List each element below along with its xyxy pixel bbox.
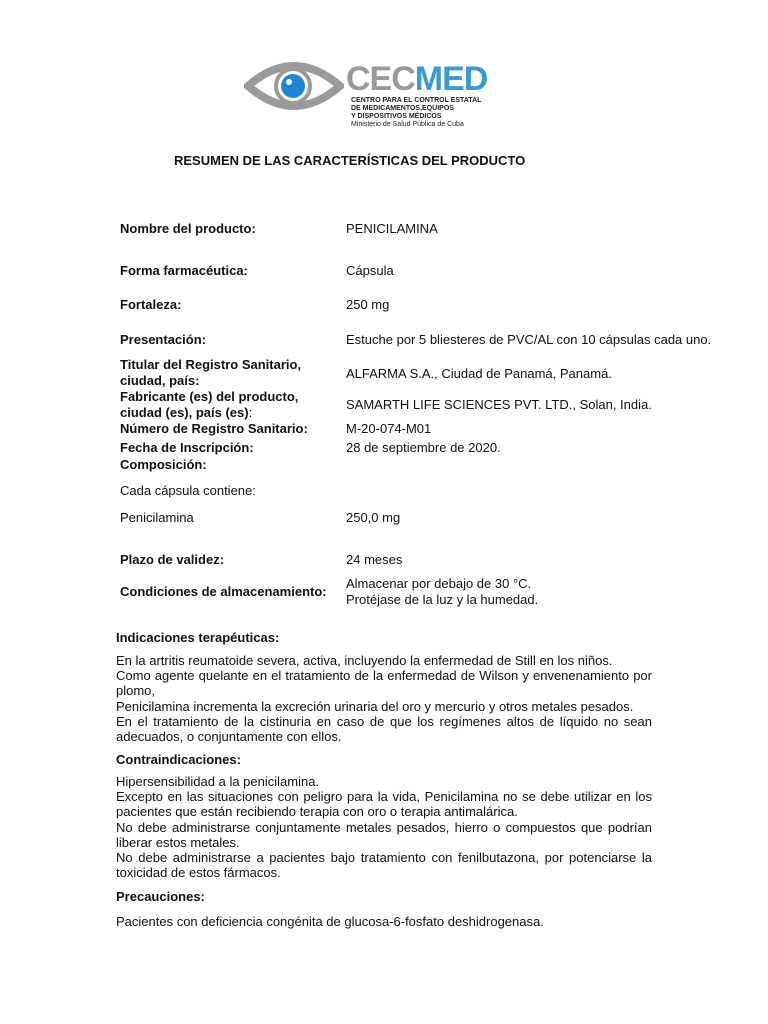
eye-icon	[244, 56, 344, 126]
precauciones-text: Pacientes con deficiencia congénita de glucosa-6-fosfato deshidrogenasa.	[116, 914, 544, 929]
document-title: RESUMEN DE LAS CARACTERÍSTICAS DEL PRODUCTO	[174, 153, 526, 168]
contraindicaciones-text: Hipersensibilidad a la penicilamina. Excepto en las situaciones con peligro para la vida, Penicilamina no se debe utilizar en los pacientes que están recibiendo terapia con oro o terapia antimalárica. No debe administrarse conjuntamente metales pesados, hierro o compuestos que podrían liberar estos metales. No debe administrarse a pacientes bajo tratamiento con fenilbutazona, por potenciarse la toxicidad de estos fármacos.	[116, 774, 652, 881]
cada-capsula-text: Cada cápsula contiene:	[120, 483, 256, 498]
heading-indicaciones: Indicaciones terapéuticas:	[116, 630, 280, 645]
ingredient-name: Penicilamina	[120, 510, 194, 525]
value-plazo: 24 meses	[346, 552, 403, 567]
value-fecha: 28 de septiembre de 2020.	[346, 440, 501, 455]
label-fortaleza: Fortaleza:	[120, 297, 182, 312]
ingredient-amount: 250,0 mg	[346, 510, 401, 525]
heading-contraindicaciones: Contraindicaciones:	[116, 752, 241, 767]
label-composicion: Composición:	[120, 457, 207, 472]
label-registro: Número de Registro Sanitario:	[120, 421, 308, 436]
value-presentacion: Estuche por 5 bliesteres de PVC/AL con 10 cápsulas cada uno.	[346, 332, 712, 347]
value-registro: M-20-074-M01	[346, 421, 432, 436]
label-forma: Forma farmacéutica:	[120, 263, 248, 278]
label-titular: Titular del Registro Sanitario, ciudad, país:	[120, 357, 302, 388]
logo-wordmark: CECMED	[346, 60, 488, 98]
label-nombre: Nombre del producto:	[120, 221, 256, 236]
logo-subtitle: CENTRO PARA EL CONTROL ESTATAL DE MEDICAMENTOS,EQUIPOS Y DISPOSITIVOS MÉDICOS Ministerio de Salud Pública de Cuba	[351, 97, 482, 128]
label-fecha: Fecha de Inscripción:	[120, 440, 254, 455]
value-condiciones: Almacenar por debajo de 30 °C. Protéjase de la luz y la humedad.	[346, 576, 539, 607]
label-condiciones: Condiciones de almacenamiento:	[120, 584, 327, 599]
indicaciones-text: En la artritis reumatoide severa, activa, incluyendo la enfermedad de Still en los niños. Como agente quelante en el tratamiento de la enfermedad de Wilson y envenenamiento por plomo, Penicilamina incrementa la excreción urinaria del oro y mercurio y otros metales pesados. En el tratamiento de la cistinuria en caso de que los regímenes altos de líquido no sean adecuados, o conjuntamente con ellos.	[116, 653, 652, 745]
value-nombre: PENICILAMINA	[346, 221, 438, 236]
value-fortaleza: 250 mg	[346, 297, 390, 312]
label-presentacion: Presentación:	[120, 332, 206, 347]
value-forma: Cápsula	[346, 263, 394, 278]
value-titular: ALFARMA S.A., Ciudad de Panamá, Panamá.	[346, 366, 612, 381]
value-fabricante: SAMARTH LIFE SCIENCES PVT. LTD., Solan, India.	[346, 397, 652, 412]
heading-precauciones: Precauciones:	[116, 889, 205, 904]
label-fabricante: Fabricante (es) del producto, ciudad (es), país (es):	[120, 389, 299, 420]
label-plazo: Plazo de validez:	[120, 552, 225, 567]
